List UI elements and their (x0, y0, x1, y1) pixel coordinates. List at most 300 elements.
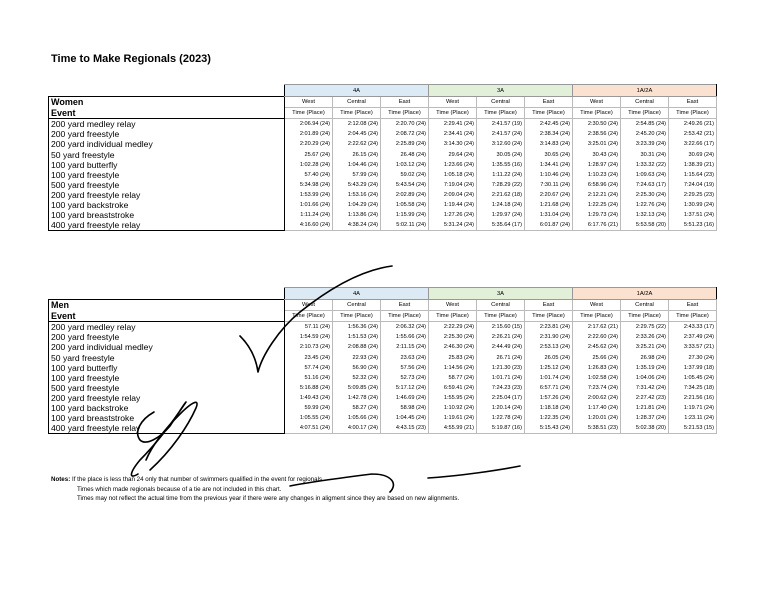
event-name: 50 yard freestyle (49, 149, 285, 159)
time-cell: 1:37.99 (18) (669, 363, 717, 373)
time-cell: 1:24.18 (24) (477, 200, 525, 210)
time-place-header: Time (Place) (573, 311, 621, 322)
men-table (48, 287, 717, 434)
time-cell: 57.11 (24) (285, 322, 333, 333)
table-row (49, 373, 717, 383)
time-cell: 2:41.57 (19) (477, 119, 525, 130)
time-cell: 5:02.38 (20) (621, 423, 669, 434)
section-label: Men (49, 300, 285, 311)
time-cell: 2:30.50 (24) (573, 119, 621, 130)
event-name: 200 yard freestyle (49, 332, 285, 342)
table-row (49, 413, 717, 423)
time-cell: 1:51.53 (24) (333, 332, 381, 342)
region-header: East (669, 300, 717, 311)
time-cell: 52.32 (24) (333, 373, 381, 383)
table-row (49, 393, 717, 403)
event-name: 100 yard breaststroke (49, 413, 285, 423)
time-cell: 1:22.25 (24) (573, 200, 621, 210)
time-cell: 2:43.33 (17) (669, 322, 717, 333)
time-cell: 7:34.25 (18) (669, 383, 717, 393)
level-header: 3A (429, 288, 573, 300)
region-header: Central (333, 97, 381, 108)
time-cell: 1:31.04 (24) (525, 210, 573, 220)
time-cell: 1:53.16 (24) (333, 190, 381, 200)
time-cell: 2:29.25 (23) (669, 190, 717, 200)
table-row (49, 180, 717, 190)
time-cell: 26.98 (24) (621, 352, 669, 362)
time-cell: 7:23.74 (24) (573, 383, 621, 393)
empty-cell (49, 288, 285, 300)
time-cell: 1:22.35 (24) (525, 413, 573, 423)
time-cell: 1:22.78 (24) (477, 413, 525, 423)
time-cell: 2:21.62 (18) (477, 190, 525, 200)
time-cell: 1:23.11 (24) (669, 413, 717, 423)
time-cell: 1:28.97 (24) (573, 160, 621, 170)
time-cell: 1:55.95 (24) (429, 393, 477, 403)
region-header: Central (621, 97, 669, 108)
time-cell: 1:20.14 (24) (477, 403, 525, 413)
time-place-header: Time (Place) (621, 311, 669, 322)
time-cell: 2:25.30 (24) (621, 190, 669, 200)
note-line-1: If the place is less than 24 only that number of swimmers qualified in the event for regionals. (72, 476, 324, 483)
time-place-header: Time (Place) (381, 311, 429, 322)
time-cell: 2:46.30 (24) (429, 342, 477, 352)
time-cell: 7:30.11 (24) (525, 180, 573, 190)
time-cell: 2:20.67 (24) (525, 190, 573, 200)
table-row (49, 383, 717, 393)
region-header: East (381, 97, 429, 108)
time-place-header: Time (Place) (333, 108, 381, 119)
time-cell: 1:14.56 (24) (429, 363, 477, 373)
time-cell: 2:45.62 (24) (573, 342, 621, 352)
time-cell: 2:17.62 (21) (573, 322, 621, 333)
time-cell: 4:16.60 (24) (285, 220, 333, 231)
time-cell: 2:20.70 (24) (381, 119, 429, 130)
event-name: 500 yard freestyle (49, 383, 285, 393)
time-cell: 2:12.08 (24) (333, 119, 381, 130)
time-cell: 1:37.51 (24) (669, 210, 717, 220)
region-header: Central (333, 300, 381, 311)
time-cell: 25.67 (24) (285, 149, 333, 159)
time-cell: 5:17.12 (24) (381, 383, 429, 393)
time-cell: 1:27.26 (24) (429, 210, 477, 220)
time-place-header: Time (Place) (669, 311, 717, 322)
time-cell: 1:01.71 (24) (477, 373, 525, 383)
time-place-header: Time (Place) (477, 311, 525, 322)
time-cell: 1:34.41 (24) (525, 160, 573, 170)
time-cell: 5:02.11 (24) (381, 220, 429, 231)
time-cell: 1:23.66 (24) (429, 160, 477, 170)
time-cell: 5:15.43 (24) (525, 423, 573, 434)
time-cell: 2:27.42 (23) (621, 393, 669, 403)
time-cell: 30.43 (24) (573, 149, 621, 159)
time-cell: 57.40 (24) (285, 170, 333, 180)
table-row (49, 200, 717, 210)
time-cell: 27.30 (24) (669, 352, 717, 362)
time-cell: 2:45.20 (24) (621, 129, 669, 139)
table-row (49, 190, 717, 200)
page-title: Time to Make Regionals (2023) (51, 53, 211, 65)
table-row (49, 423, 717, 434)
notes (51, 475, 459, 504)
level-header: 1A/2A (573, 85, 717, 97)
region-header: East (381, 300, 429, 311)
time-cell: 2:49.26 (21) (669, 119, 717, 130)
time-cell: 2:38.34 (24) (525, 129, 573, 139)
region-header: West (285, 97, 333, 108)
time-cell: 2:15.60 (15) (477, 322, 525, 333)
time-cell: 2:08.88 (24) (333, 342, 381, 352)
table-row (49, 129, 717, 139)
time-cell: 1:35.55 (16) (477, 160, 525, 170)
event-name: 100 yard freestyle (49, 373, 285, 383)
time-cell: 4:43.15 (23) (381, 423, 429, 434)
time-place-header: Time (Place) (669, 108, 717, 119)
region-header: West (285, 300, 333, 311)
time-cell: 1:46.69 (24) (381, 393, 429, 403)
time-cell: 2:38.56 (24) (573, 129, 621, 139)
time-cell: 2:01.89 (24) (285, 129, 333, 139)
time-cell: 2:44.49 (24) (477, 342, 525, 352)
region-header: East (669, 97, 717, 108)
time-cell: 1:17.40 (24) (573, 403, 621, 413)
event-name: 200 yard individual medley (49, 139, 285, 149)
table-row (49, 322, 717, 333)
time-cell: 1:15.99 (24) (381, 210, 429, 220)
time-cell: 2:33.26 (24) (621, 332, 669, 342)
region-header: West (429, 97, 477, 108)
time-cell: 2:20.29 (24) (285, 139, 333, 149)
time-cell: 6:01.87 (24) (525, 220, 573, 231)
time-cell: 30.05 (24) (477, 149, 525, 159)
time-cell: 1:22.76 (24) (621, 200, 669, 210)
time-cell: 1:18.18 (24) (525, 403, 573, 413)
time-cell: 57.56 (24) (381, 363, 429, 373)
time-place-header: Time (Place) (573, 108, 621, 119)
time-place-header: Time (Place) (525, 108, 573, 119)
section-label: Women (49, 97, 285, 108)
time-cell: 5:43.29 (24) (333, 180, 381, 190)
column-header-row (49, 311, 717, 322)
table-row (49, 139, 717, 149)
time-cell: 5:35.64 (17) (477, 220, 525, 231)
time-cell: 4:00.17 (24) (333, 423, 381, 434)
time-cell: 1:09.63 (24) (621, 170, 669, 180)
time-cell: 1:04.29 (24) (333, 200, 381, 210)
time-cell: 5:21.53 (15) (669, 423, 717, 434)
time-cell: 5:51.23 (16) (669, 220, 717, 231)
level-header: 4A (285, 288, 429, 300)
region-header: West (573, 97, 621, 108)
time-cell: 1:19.44 (24) (429, 200, 477, 210)
time-cell: 2:21.56 (16) (669, 393, 717, 403)
event-name: 200 yard freestyle (49, 129, 285, 139)
time-cell: 1:25.12 (24) (525, 363, 573, 373)
time-cell: 1:35.19 (24) (621, 363, 669, 373)
region-header: East (525, 97, 573, 108)
time-cell: 26.05 (24) (525, 352, 573, 362)
time-cell: 3:25.01 (24) (573, 139, 621, 149)
table-row (49, 332, 717, 342)
time-cell: 1:10.23 (24) (573, 170, 621, 180)
time-cell: 2:09.04 (24) (429, 190, 477, 200)
time-cell: 4:38.24 (24) (333, 220, 381, 231)
time-cell: 1:19.71 (24) (669, 403, 717, 413)
time-cell: 1:32.13 (24) (621, 210, 669, 220)
empty-cell (49, 85, 285, 97)
time-cell: 2:42.45 (24) (525, 119, 573, 130)
time-cell: 7:24.23 (23) (477, 383, 525, 393)
event-name: 200 yard medley relay (49, 119, 285, 130)
time-cell: 2:41.57 (24) (477, 129, 525, 139)
time-cell: 7:28.29 (22) (477, 180, 525, 190)
notes-label: Notes: (51, 476, 71, 483)
time-cell: 2:08.72 (24) (381, 129, 429, 139)
time-cell: 1:03.12 (24) (381, 160, 429, 170)
time-place-header: Time (Place) (381, 108, 429, 119)
event-name: 100 yard butterfly (49, 363, 285, 373)
time-cell: 2:25.30 (24) (429, 332, 477, 342)
time-cell: 59.02 (24) (381, 170, 429, 180)
time-cell: 2:31.90 (24) (525, 332, 573, 342)
time-cell: 1:19.61 (24) (429, 413, 477, 423)
time-place-header: Time (Place) (429, 311, 477, 322)
level-header: 3A (429, 85, 573, 97)
time-cell: 4:07.51 (24) (285, 423, 333, 434)
time-cell: 1:26.83 (24) (573, 363, 621, 373)
event-name: 400 yard freestyle relay (49, 220, 285, 231)
time-cell: 1:20.01 (24) (573, 413, 621, 423)
time-cell: 3:33.57 (21) (669, 342, 717, 352)
time-cell: 5:34.98 (24) (285, 180, 333, 190)
time-cell: 22.93 (24) (333, 352, 381, 362)
time-cell: 1:13.86 (24) (333, 210, 381, 220)
time-cell: 2:22.29 (24) (429, 322, 477, 333)
event-name: 200 yard medley relay (49, 322, 285, 333)
time-cell: 56.90 (24) (333, 363, 381, 373)
table-row (49, 363, 717, 373)
time-cell: 52.73 (24) (381, 373, 429, 383)
time-cell: 1:04.06 (24) (621, 373, 669, 383)
time-cell: 58.77 (24) (429, 373, 477, 383)
time-cell: 1:05.66 (24) (333, 413, 381, 423)
time-cell: 58.27 (24) (333, 403, 381, 413)
time-cell: 1:02.28 (24) (285, 160, 333, 170)
time-cell: 1:05.58 (24) (381, 200, 429, 210)
event-name: 200 yard freestyle relay (49, 393, 285, 403)
time-cell: 4:55.99 (21) (429, 423, 477, 434)
time-cell: 57.74 (24) (285, 363, 333, 373)
event-column-header: Event (49, 108, 285, 119)
time-cell: 3:14.30 (24) (429, 139, 477, 149)
time-cell: 2:23.81 (24) (525, 322, 573, 333)
time-cell: 58.98 (24) (381, 403, 429, 413)
time-place-header: Time (Place) (477, 108, 525, 119)
time-cell: 2:10.73 (24) (285, 342, 333, 352)
time-cell: 1:04.45 (24) (381, 413, 429, 423)
event-name: 100 yard backstroke (49, 200, 285, 210)
region-header: Central (477, 97, 525, 108)
time-cell: 1:42.78 (24) (333, 393, 381, 403)
time-cell: 1:05.18 (24) (429, 170, 477, 180)
table-row (49, 119, 717, 130)
time-cell: 30.65 (24) (525, 149, 573, 159)
note-line-3: Times may not reflect the actual time from the previous year if there were any changes in aligment since they are based on new alignments. (77, 495, 460, 502)
time-cell: 3:23.39 (24) (621, 139, 669, 149)
event-name: 400 yard freestyle relay (49, 423, 285, 434)
table-row (49, 160, 717, 170)
time-cell: 5:09.85 (24) (333, 383, 381, 393)
time-cell: 5:16.88 (24) (285, 383, 333, 393)
event-name: 200 yard individual medley (49, 342, 285, 352)
time-cell: 26.15 (24) (333, 149, 381, 159)
time-cell: 1:05.45 (24) (669, 373, 717, 383)
time-cell: 2:12.21 (24) (573, 190, 621, 200)
time-cell: 23.45 (24) (285, 352, 333, 362)
time-cell: 51.16 (24) (285, 373, 333, 383)
time-cell: 2:25.89 (24) (381, 139, 429, 149)
region-header-row (49, 300, 717, 311)
time-place-header: Time (Place) (333, 311, 381, 322)
time-cell: 7:24.63 (17) (621, 180, 669, 190)
time-cell: 23.63 (24) (381, 352, 429, 362)
table-row (49, 220, 717, 231)
time-cell: 3:14.83 (24) (525, 139, 573, 149)
time-cell: 2:04.45 (24) (333, 129, 381, 139)
time-cell: 1:57.26 (24) (525, 393, 573, 403)
region-header: West (429, 300, 477, 311)
time-cell: 59.99 (24) (285, 403, 333, 413)
time-cell: 5:38.51 (23) (573, 423, 621, 434)
time-cell: 1:11.24 (24) (285, 210, 333, 220)
time-cell: 2:53.42 (21) (669, 129, 717, 139)
time-cell: 26.71 (24) (477, 352, 525, 362)
time-cell: 1:21.81 (24) (621, 403, 669, 413)
time-cell: 7:31.42 (24) (621, 383, 669, 393)
time-cell: 2:06.32 (24) (381, 322, 429, 333)
time-cell: 1:30.99 (24) (669, 200, 717, 210)
event-name: 500 yard freestyle (49, 180, 285, 190)
table-row (49, 149, 717, 159)
time-cell: 1:05.55 (24) (285, 413, 333, 423)
time-cell: 57.99 (24) (333, 170, 381, 180)
time-cell: 1:10.46 (24) (525, 170, 573, 180)
time-cell: 25.66 (24) (573, 352, 621, 362)
time-cell: 3:25.21 (24) (621, 342, 669, 352)
time-cell: 2:22.60 (24) (573, 332, 621, 342)
time-cell: 2:02.89 (24) (381, 190, 429, 200)
time-cell: 7:19.04 (24) (429, 180, 477, 190)
time-cell: 1:15.64 (23) (669, 170, 717, 180)
time-cell: 2:54.85 (24) (621, 119, 669, 130)
time-cell: 2:29.41 (24) (429, 119, 477, 130)
time-cell: 2:00.62 (24) (573, 393, 621, 403)
time-cell: 2:53.13 (24) (525, 342, 573, 352)
time-cell: 1:01.74 (24) (525, 373, 573, 383)
time-cell: 6:17.76 (21) (573, 220, 621, 231)
event-name: 50 yard freestyle (49, 352, 285, 362)
time-cell: 1:11.22 (24) (477, 170, 525, 180)
time-cell: 1:55.66 (24) (381, 332, 429, 342)
region-header: East (525, 300, 573, 311)
time-cell: 1:01.66 (24) (285, 200, 333, 210)
time-cell: 2:06.94 (24) (285, 119, 333, 130)
level-header-row (49, 85, 717, 97)
time-cell: 2:26.21 (24) (477, 332, 525, 342)
time-cell: 30.69 (24) (669, 149, 717, 159)
time-cell: 1:33.32 (22) (621, 160, 669, 170)
time-cell: 1:02.58 (24) (573, 373, 621, 383)
time-cell: 1:56.36 (24) (333, 322, 381, 333)
time-cell: 3:22.66 (17) (669, 139, 717, 149)
time-cell: 2:25.04 (17) (477, 393, 525, 403)
time-cell: 2:34.41 (24) (429, 129, 477, 139)
time-cell: 2:11.15 (24) (381, 342, 429, 352)
note-line-2: Times which made regionals because of a tie are not included in this chart. (77, 485, 282, 493)
region-header: Central (621, 300, 669, 311)
region-header: Central (477, 300, 525, 311)
event-name: 100 yard butterfly (49, 160, 285, 170)
time-cell: 1:10.92 (24) (429, 403, 477, 413)
time-cell: 29.64 (24) (429, 149, 477, 159)
time-place-header: Time (Place) (621, 108, 669, 119)
time-cell: 6:57.71 (24) (525, 383, 573, 393)
time-cell: 1:38.39 (21) (669, 160, 717, 170)
time-place-header: Time (Place) (525, 311, 573, 322)
time-cell: 1:54.59 (24) (285, 332, 333, 342)
time-cell: 6:58.96 (24) (573, 180, 621, 190)
time-cell: 25.83 (24) (429, 352, 477, 362)
time-cell: 1:49.43 (24) (285, 393, 333, 403)
time-cell: 2:29.75 (22) (621, 322, 669, 333)
event-column-header: Event (49, 311, 285, 322)
event-name: 100 yard freestyle (49, 170, 285, 180)
time-cell: 1:21.68 (24) (525, 200, 573, 210)
region-header: West (573, 300, 621, 311)
time-cell: 5:31.24 (24) (429, 220, 477, 231)
event-name: 100 yard breaststroke (49, 210, 285, 220)
time-cell: 26.48 (24) (381, 149, 429, 159)
time-cell: 5:19.87 (16) (477, 423, 525, 434)
table-row (49, 403, 717, 413)
time-place-header: Time (Place) (285, 108, 333, 119)
time-place-header: Time (Place) (429, 108, 477, 119)
women-table (48, 84, 717, 231)
level-header: 4A (285, 85, 429, 97)
time-cell: 1:53.99 (24) (285, 190, 333, 200)
time-cell: 2:37.49 (24) (669, 332, 717, 342)
table-row (49, 170, 717, 180)
time-cell: 2:22.62 (24) (333, 139, 381, 149)
table-row (49, 352, 717, 362)
time-cell: 3:12.60 (24) (477, 139, 525, 149)
table-row (49, 342, 717, 352)
column-header-row (49, 108, 717, 119)
time-place-header: Time (Place) (285, 311, 333, 322)
time-cell: 1:04.46 (24) (333, 160, 381, 170)
table-row (49, 210, 717, 220)
time-cell: 5:53.58 (20) (621, 220, 669, 231)
time-cell: 6:59.41 (24) (429, 383, 477, 393)
time-cell: 7:24.04 (19) (669, 180, 717, 190)
event-name: 200 yard freestyle relay (49, 190, 285, 200)
time-cell: 1:29.73 (24) (573, 210, 621, 220)
time-cell: 1:29.97 (24) (477, 210, 525, 220)
time-cell: 5:43.54 (24) (381, 180, 429, 190)
level-header: 1A/2A (573, 288, 717, 300)
event-name: 100 yard backstroke (49, 403, 285, 413)
level-header-row (49, 288, 717, 300)
